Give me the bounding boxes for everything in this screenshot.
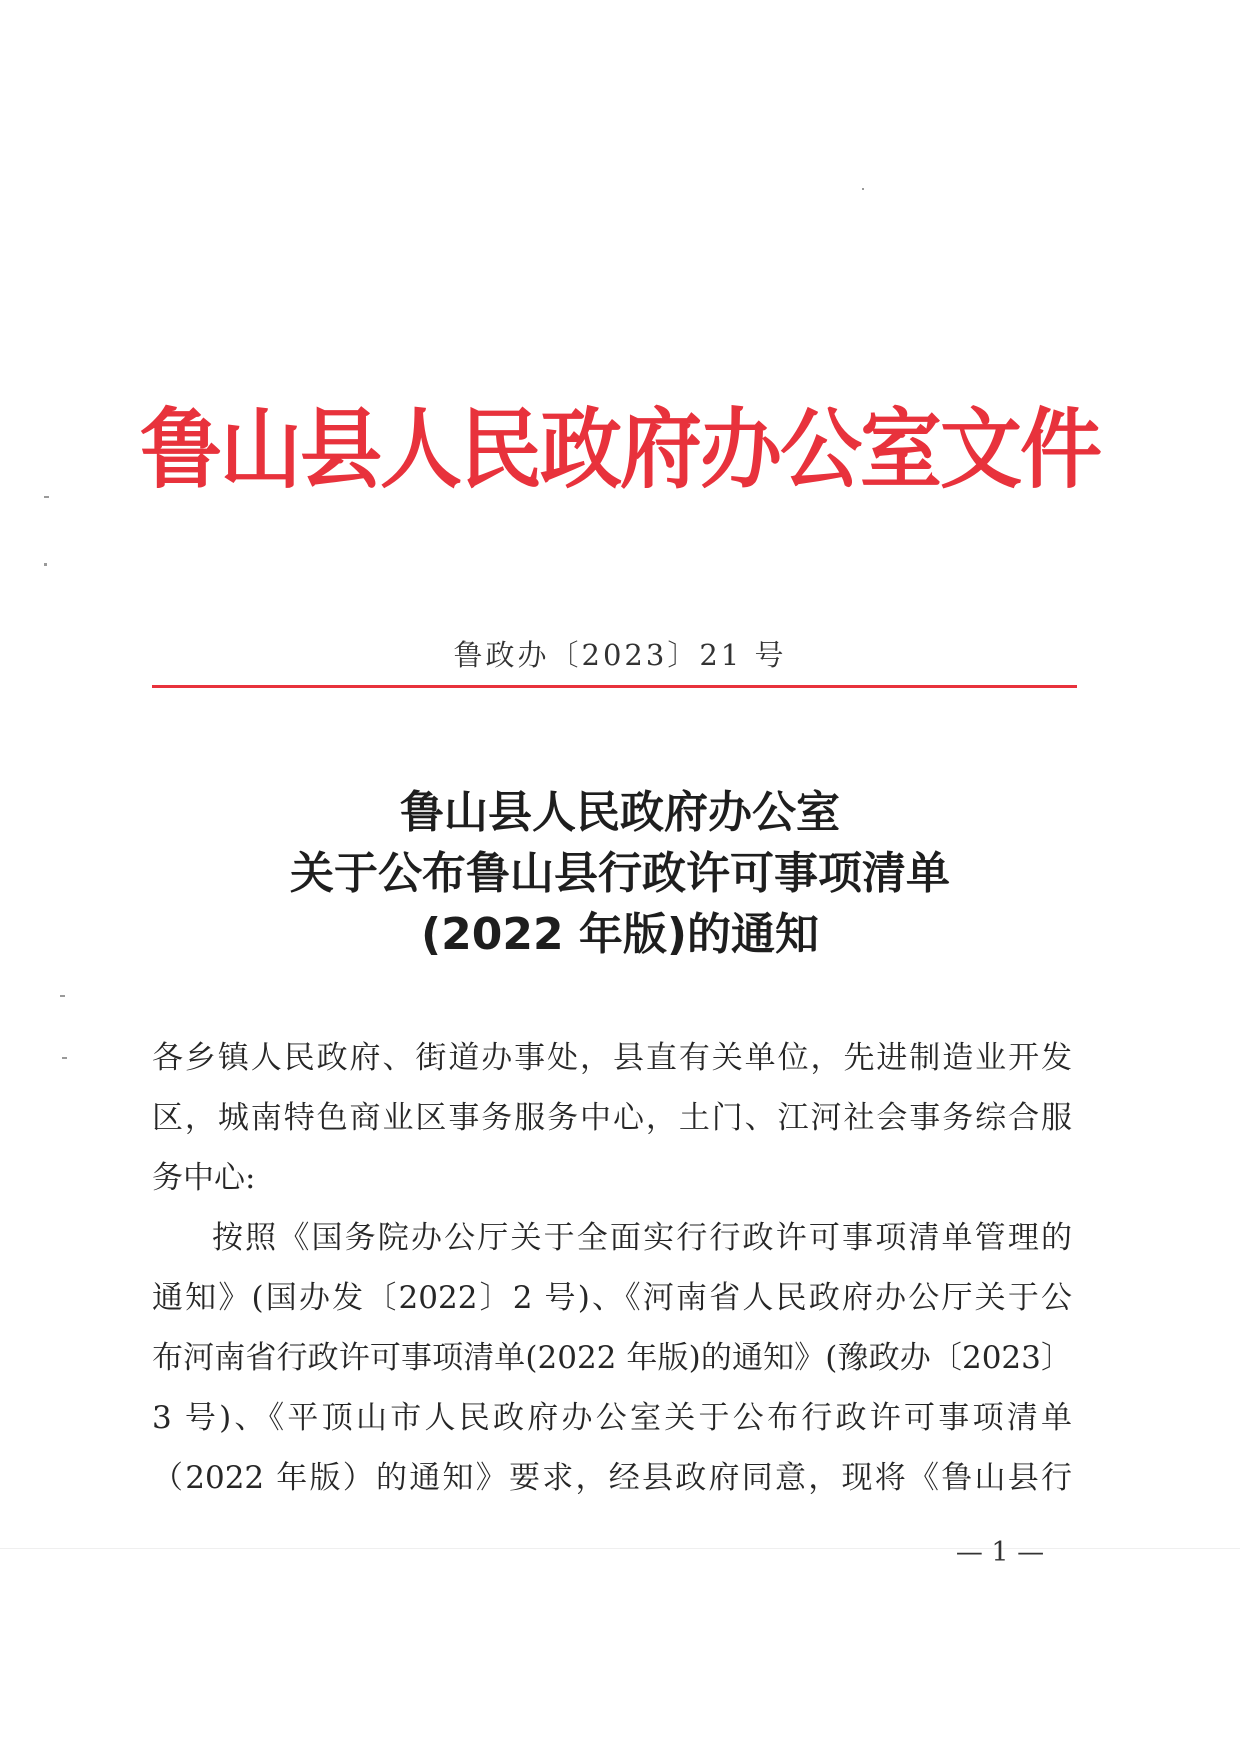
scan-speck xyxy=(44,563,47,566)
scan-speck xyxy=(62,1057,67,1059)
body-paragraph-line: （2022 年版）的通知》要求，经县政府同意，现将《鲁山县行 xyxy=(152,1460,1072,1496)
body-paragraph-line: 通知》(国办发〔2022〕2 号)、《河南省人民政府办公厅关于公 xyxy=(152,1280,1072,1316)
title-line-2: 关于公布鲁山县行政许可事项清单 xyxy=(290,848,950,899)
addressee-line: 务中心: xyxy=(152,1160,256,1196)
page-number: — 1 — xyxy=(955,1537,1045,1568)
red-separator-line xyxy=(152,685,1077,688)
body-paragraph-line: 3 号)、《平顶山市人民政府办公室关于公布行政许可事项清单 xyxy=(152,1400,1072,1436)
body-paragraph-line: 布河南省行政许可事项清单(2022 年版)的通知》(豫政办〔2023〕 xyxy=(152,1340,1072,1376)
title-line-1: 鲁山县人民政府办公室 xyxy=(400,787,840,838)
document-number: 鲁政办〔2023〕21 号 xyxy=(453,638,787,672)
addressee-line: 各乡镇人民政府、街道办事处，县直有关单位，先进制造业开发 xyxy=(152,1040,1072,1076)
document-body xyxy=(152,1028,1072,1508)
document-title xyxy=(130,782,1110,965)
scan-speck xyxy=(60,995,65,997)
document-masthead: 鲁山县人民政府办公室文件 xyxy=(139,400,1100,501)
body-paragraph-line: 按照《国务院办公厅关于全面实行行政许可事项清单管理的 xyxy=(212,1220,1072,1256)
addressee-line: 区，城南特色商业区事务服务中心，土门、江河社会事务综合服 xyxy=(152,1100,1072,1136)
scan-speck xyxy=(862,188,864,190)
scan-speck xyxy=(44,496,49,498)
title-line-3: (2022 年版)的通知 xyxy=(421,909,819,960)
